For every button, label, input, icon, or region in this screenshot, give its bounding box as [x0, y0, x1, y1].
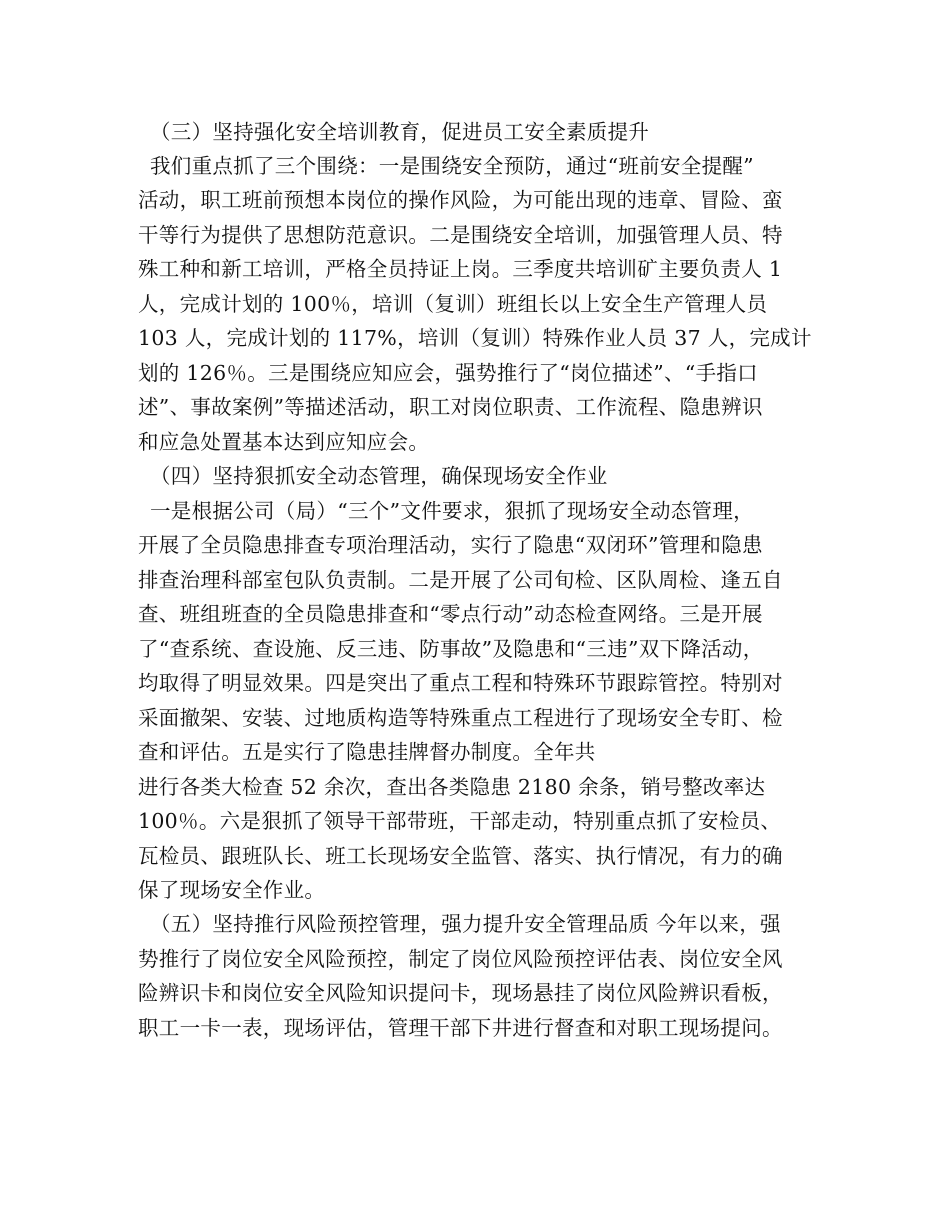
paragraph-line: 采面撤架、安装、过地质构造等特殊重点工程进行了现场安全专盯、检: [138, 706, 783, 730]
paragraph-line: 了“查系统、查设施、反三违、防事故”及隐患和“三违”双下降活动，: [138, 637, 764, 661]
paragraph-line: 划的 126％。三是围绕应知应会，强势推行了“岗位描述”、“手指口: [138, 361, 758, 385]
paragraph-line: 人，完成计划的 100％，培训（复训）班组长以上安全生产管理人员: [138, 292, 768, 316]
section-heading-4: （四）坚持狠抓安全动态管理，确保现场安全作业: [150, 464, 608, 488]
paragraph-line: 均取得了明显效果。四是突出了重点工程和特殊环节跟踪管控。特别对: [138, 671, 783, 695]
paragraph-line: 险辨识卡和岗位安全风险知识提问卡，现场悬挂了岗位风险辨识看板，: [138, 981, 783, 1005]
paragraph-line: 殊工种和新工培训，严格全员持证上岗。三季度共培训矿主要负责人 1: [138, 257, 783, 281]
paragraph-line: 查、班组班查的全员隐患排查和“零点行动”动态检查网络。三是开展: [138, 602, 763, 626]
paragraph-line: 查和评估。五是实行了隐患挂牌督办制度。全年共: [138, 740, 596, 764]
paragraph-line: 和应急处置基本达到应知应会。: [138, 430, 430, 454]
paragraph-line: 势推行了岗位安全风险预控，制定了岗位风险预控评估表、岗位安全风: [138, 947, 783, 971]
paragraph-line: 100％。六是狠抓了领导干部带班，干部走动，特别重点抓了安检员、: [138, 809, 782, 833]
section-heading-3: （三）坚持强化安全培训教育，促进员工安全素质提升: [150, 120, 650, 144]
paragraph-line: 排查治理科部室包队负责制。二是开展了公司旬检、区队周检、逢五自: [138, 568, 783, 592]
paragraph-line: 干等行为提供了思想防范意识。二是围绕安全培训，加强管理人员、特: [138, 223, 783, 247]
paragraph-line: 103 人，完成计划的 117%，培训（复训）特殊作业人员 37 人，完成计: [138, 326, 812, 350]
paragraph-line: 一是根据公司（局）“三个”文件要求，狠抓了现场安全动态管理，: [150, 499, 754, 523]
paragraph-line: 述”、事故案例”等描述活动，职工对岗位职责、工作流程、隐患辨识: [138, 395, 763, 419]
paragraph-line: 职工一卡一表，现场评估，管理干部下井进行督查和对职工现场提问。: [138, 1016, 783, 1040]
paragraph-line: 瓦检员、跟班队长、班工长现场安全监管、落实、执行情况，有力的确: [138, 844, 783, 868]
paragraph-line: 活动，职工班前预想本岗位的操作风险，为可能出现的违章、冒险、蛮: [138, 188, 783, 212]
section-heading-5: （五）坚持推行风险预控管理，强力提升安全管理品质 今年以来，强: [150, 912, 781, 936]
paragraph-line: 保了现场安全作业。: [138, 878, 326, 902]
paragraph-line: 进行各类大检查 52 余次，查出各类隐患 2180 余条，销号整改率达: [138, 775, 766, 799]
paragraph-line: 开展了全员隐患排查专项治理活动，实行了隐患“双闭环”管理和隐患: [138, 533, 763, 557]
paragraph-line: 我们重点抓了三个围绕：一是围绕安全预防，通过“班前安全提醒”: [150, 154, 754, 178]
